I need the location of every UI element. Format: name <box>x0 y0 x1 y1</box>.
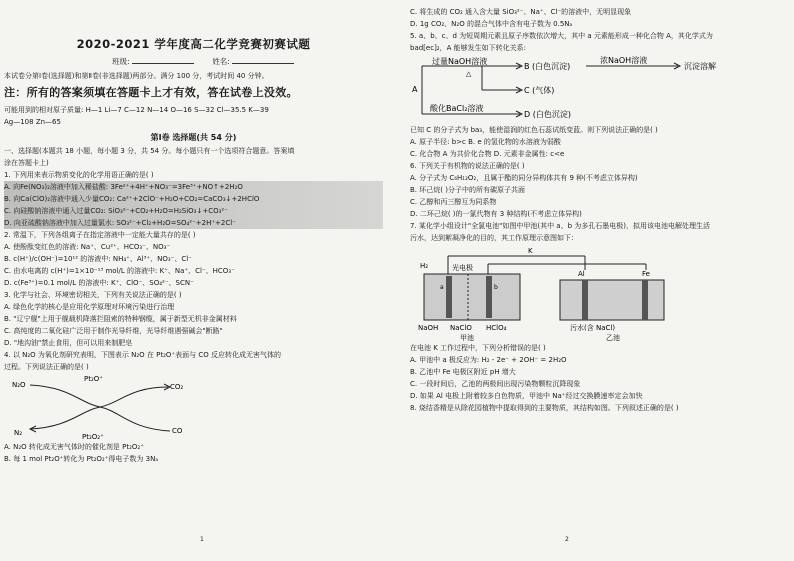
prev-option-d: D. 1g CO₂、N₂O 的混合气体中含有电子数为 0.5Nₐ <box>410 20 573 28</box>
q2-option-a: A. 使酚酞变红色的溶液: Na⁺、Cu²⁺、HCO₃⁻、NO₃⁻ <box>4 243 171 251</box>
n2o-label: N₂O <box>12 381 26 389</box>
electrode-b-label: b <box>494 284 498 291</box>
q1-option-c: C. 向硅酸钠溶液中通入过量CO₂: SiO₃²⁻+CO₂+H₂O=H₂SiO₃↓+CO₃²⁻ <box>4 205 383 217</box>
q2-option-c: C. 由水电离的 c(H⁺)=1×10⁻¹³ mol/L 的溶液中: K⁺、Na⁺、Cl⁻、HCO₃⁻ <box>4 267 235 275</box>
q4-option-b: B. 每 1 mol Pt₂O⁺转化为 Pt₂O₂⁺得电子数为 3Nₐ <box>4 455 159 463</box>
q1-option-b: B. 向Ca(ClO)₂溶液中通入少量CO₂: Ca²⁺+2ClO⁻+H₂O+CO₂=CaCO₃↓+2HClO <box>4 193 383 205</box>
instructions: 本试卷分第Ⅰ卷(选择题)和第Ⅱ卷(非选择题)两部分。满分 100 分，考试时间 40 分钟。 <box>4 72 269 80</box>
right-page <box>400 0 794 561</box>
q6-option-c: C. 乙醇和丙三醇互为同系物 <box>410 198 497 206</box>
flow-c-label: C (气体) <box>524 86 555 95</box>
q7-option-b: B. 乙池中 Fe 电极区附近 pH 增大 <box>410 368 516 376</box>
electrode-b <box>486 276 492 318</box>
page-title: 2020-2021 学年度高二化学竞赛初赛试题 <box>76 37 311 51</box>
q3-option-a: A. 绿色化学的核心是应用化学原理对环境污染进行治理 <box>4 303 175 311</box>
question-5-info: 已知 C 的分子式为 ba₃，能使湿润的红色石蕊试纸变蓝。则下列说法正确的是( ) <box>410 126 658 134</box>
question-2: 2. 常温下，下列各组离子在指定溶液中一定能大量共存的是( ) <box>4 231 196 239</box>
pt2o-bottom-label: Pt₂O₂⁺ <box>82 433 104 441</box>
name-label: 姓名: <box>212 57 230 66</box>
q1-option-a: A. 向Fe(NO₃)₂溶液中加入稀盐酸: 3Fe²⁺+4H⁺+NO₃⁻=3Fe³⁺+NO↑+2H₂O <box>4 181 383 193</box>
q7-option-d: D. 如果 Al 电极上附着较多白色物质，甲池中 Na⁺经过交换膜速率定会加快 <box>410 392 643 400</box>
q2-option-b: B. c(H⁺)/c(OH⁻)=10¹² 的溶液中: NH₄⁺、Al³⁺、NO₃⁻、Cl⁻ <box>4 255 192 263</box>
q7-option-c: C. 一段时间后，乙池的两极间出现污染物颗粒沉降现象 <box>410 380 581 388</box>
q1-option-d: D. 向亚硫酸钠溶液中加入过量氯水: SO₃²⁻+Cl₂+H₂O=SO₄²⁻+2H⁺+2Cl⁻ <box>4 217 383 229</box>
name-row <box>112 56 383 70</box>
q7-option-a: A. 甲池中 a 极反应为: H₂ - 2e⁻ + 2OH⁻ = 2H₂O <box>410 356 567 364</box>
notice: 注：所有的答案须填在答题卡上才有效，答在试卷上没效。 <box>4 86 298 99</box>
switch-k-label: K <box>528 247 533 255</box>
cell-jia-label: 甲池 <box>460 334 474 342</box>
q6-option-d: D. 二环己烷( )的一氯代物有 3 种结构(不考虑立体异构) <box>410 210 582 218</box>
electrode-a-label: a <box>440 284 444 291</box>
question-7-cont: 污水，达到絮凝净化的目的，其工作原理示意图如下： <box>410 234 578 242</box>
q6-option-a: A. 分子式为 C₆H₁₂O₂，且属于酯的同分异构体共有 9 种(不考虑立体异构) <box>410 174 638 182</box>
q3-option-d: D. "地沟油"禁止食用，但可以用来制肥皂 <box>4 339 133 347</box>
question-4: 4. 以 N₂O 为氧化剂研究表明，下图表示 N₂O 在 Pt₂O⁺表面与 CO 反应转化成无害气体的 <box>4 351 281 359</box>
q4-option-a: A. N₂O 转化成无害气体时的催化剂是 Pt₂O₂⁺ <box>4 443 144 451</box>
atomic-mass-line1: 可能用到的相对原子质量: H—1 Li—7 C—12 N—14 O—16 S—32 Cl—35.5 K—39 <box>4 106 269 114</box>
question-7-ask: 在电池 K 工作过程中，下列分析错误的是( ) <box>410 344 546 352</box>
class-label: 班级: <box>112 57 130 66</box>
q2-option-d: D. c(Fe³⁺)=0.1 mol/L 的溶液中: K⁺、ClO⁻、SO₄²⁻、SCN⁻ <box>4 279 194 287</box>
flow-a-label: A <box>412 85 418 94</box>
n2-label: N₂ <box>14 429 23 437</box>
question-3: 3. 化学与社会、环境密切相关，下列有关说法正确的是( ) <box>4 291 182 299</box>
hclo4-label: HClO₄ <box>486 324 507 332</box>
conversion-flow-diagram <box>410 54 786 124</box>
naoh-label: NaOH <box>418 324 439 332</box>
fe-label: Fe <box>642 270 650 278</box>
electrochemical-cell-diagram <box>410 244 786 342</box>
co2-label: CO₂ <box>170 383 184 391</box>
class-blank[interactable] <box>132 63 194 64</box>
al-label: Al <box>578 270 585 278</box>
co-label: CO <box>172 427 183 435</box>
q5-options-1: A. 原子半径: b>c B. e 的氢化物的水溶液为弱酸 <box>410 138 561 146</box>
page-number-right: 2 <box>565 536 569 543</box>
question-8: 8. 烧结香精是从除花园植物中提取得到的主要物质，其结构如图。下列叙述正确的是( ) <box>410 404 679 412</box>
electrode-fe <box>642 280 648 320</box>
flow-delta: △ <box>466 70 472 78</box>
flow-d-label: D (白色沉淀) <box>524 110 571 119</box>
prev-option-c: C. 将生成的 CO₂ 通入含大量 SiO₃²⁻、Na⁺、Cl⁻的溶液中，无明显现象 <box>410 8 632 16</box>
cell-yi-tank <box>560 280 664 320</box>
cycle-curve-1 <box>30 385 170 431</box>
atomic-mass-line2: Ag—108 Zn—65 <box>4 118 61 126</box>
flow-right-reagent: 浓NaOH溶液 <box>600 56 648 65</box>
flow-dissolve-label: 沉淀溶解 <box>684 62 716 71</box>
q6-option-b: B. 环己烷( )分子中的所有碳原子共面 <box>410 186 525 194</box>
h2-label: H₂ <box>420 262 429 270</box>
section-intro-2: 涂在答题卡上) <box>4 159 49 167</box>
question-5: 5. a、b、c、d 为短周期元素且原子序数依次增大，其中 a 元素能形成一种化合物 A，其化学式为 <box>410 32 713 40</box>
section-title: 第Ⅰ卷 选择题(共 54 分) <box>150 133 237 142</box>
question-6: 6. 下列关于有机物的说法正确的是( ) <box>410 162 525 170</box>
photo-electrode-label: 光电极 <box>452 264 473 272</box>
pt2o-top-label: Pt₂O⁺ <box>84 375 103 383</box>
sewage-label: 污水(含 NaCl) <box>570 324 616 332</box>
name-blank[interactable] <box>232 63 294 64</box>
section-intro-1: 一、选择题(本题共 18 小题，每小题 3 分，共 54 分。每小题只有一个选项符合题意。答案填 <box>4 147 295 155</box>
q3-option-c: C. 高纯度的二氧化硅广泛用于制作光导纤维，光导纤维遇强碱会"断路" <box>4 327 223 335</box>
page-number-left: 1 <box>200 536 204 543</box>
electrode-al <box>582 280 588 320</box>
q5-options-2: C. 化合物 A 为共价化合物 D. 元素非金属性: c<e <box>410 150 565 158</box>
electrode-a <box>446 276 452 318</box>
cell-yi-label: 乙池 <box>606 334 620 342</box>
flow-top-reagent: 过量NaOH溶液 <box>432 57 488 66</box>
question-4-cont: 过程。下列说法正确的是( ) <box>4 363 89 371</box>
q3-option-b: B. "辽宁舰"上用于舰载机降落拦阻索的特种钢缆，属于新型无机非金属材料 <box>4 315 237 323</box>
naclo-label: NaClO <box>450 324 472 332</box>
question-1: 1. 下列用来表示物质变化的化学用语正确的是( ) <box>4 171 154 179</box>
catalyst-cycle-diagram <box>10 373 210 441</box>
cycle-curve-2 <box>30 387 168 429</box>
question-5-cont: bad[ec]₂，A 能够发生如下转化关系: <box>410 44 526 52</box>
flow-bottom-reagent: 酸化BaCl₂溶液 <box>430 104 484 113</box>
cell-jia-tank <box>424 274 520 320</box>
flow-b-label: B (白色沉淀) <box>524 62 571 71</box>
question-7: 7. 某化学小组设计"全氯电池"如图中甲池(其中 a、b 为多孔石墨电极)，拟用该电池电解处理生活 <box>410 222 710 230</box>
